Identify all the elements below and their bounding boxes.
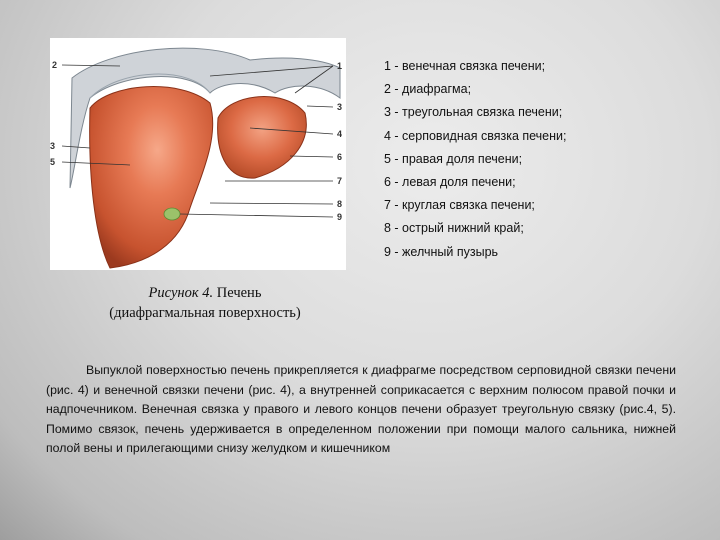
- liver-illustration: [50, 38, 346, 270]
- label-4: 4: [337, 129, 343, 139]
- label-5: 5: [50, 157, 56, 167]
- label-2: 2: [52, 60, 58, 70]
- label-3-right: 3: [337, 102, 343, 112]
- legend-item: 5 - правая доля печени;: [384, 151, 523, 166]
- figure-legend: [384, 55, 704, 264]
- legend-item: 7 - круглая связка печени;: [384, 198, 535, 213]
- label-7: 7: [337, 176, 343, 186]
- right-lobe: [90, 87, 213, 268]
- legend-item: 1 - венечная связка печени;: [384, 59, 546, 73]
- body-paragraph: Выпуклой поверхностью печень прикрепляется к диафрагме посредством серповидной связки печени (рис. 4) и венечной связки печени (рис. 4), а внутренней соприкасается с верхним полюсом правой почки и надпочечником. Венечная связка у правого и левого концов печени образует треугольную связку (рис.4, 5). Помимо связок, печень удерживается в определенном положении при помощи малого сальника, нижней полой вены и прилегающими снизу желудком и кишечником: [46, 363, 676, 455]
- legend-item: 3 - треугольная связка печени;: [384, 105, 563, 120]
- left-lobe: [218, 97, 307, 179]
- legend-item: 2 - диафрагма;: [384, 82, 472, 97]
- label-3-left: 3: [50, 141, 56, 151]
- label-6: 6: [337, 152, 343, 162]
- figure-caption: [70, 283, 340, 323]
- gallbladder: [164, 208, 180, 220]
- legend-item: 8 - острый нижний край;: [384, 221, 524, 236]
- legend-item: 9 - желчный пузырь: [384, 244, 499, 259]
- legend-item: 4 - серповидная связка печени;: [384, 128, 567, 143]
- label-9: 9: [337, 212, 343, 222]
- caption-subtitle: (диафрагмальная поверхность): [109, 305, 301, 321]
- caption-lead: Рисунок 4.: [148, 285, 214, 301]
- label-8: 8: [337, 199, 343, 209]
- label-1: 1: [337, 61, 343, 71]
- caption-title: Печень: [213, 285, 262, 301]
- liver-drawing: [50, 38, 346, 270]
- legend-item: 6 - левая доля печени;: [384, 174, 516, 189]
